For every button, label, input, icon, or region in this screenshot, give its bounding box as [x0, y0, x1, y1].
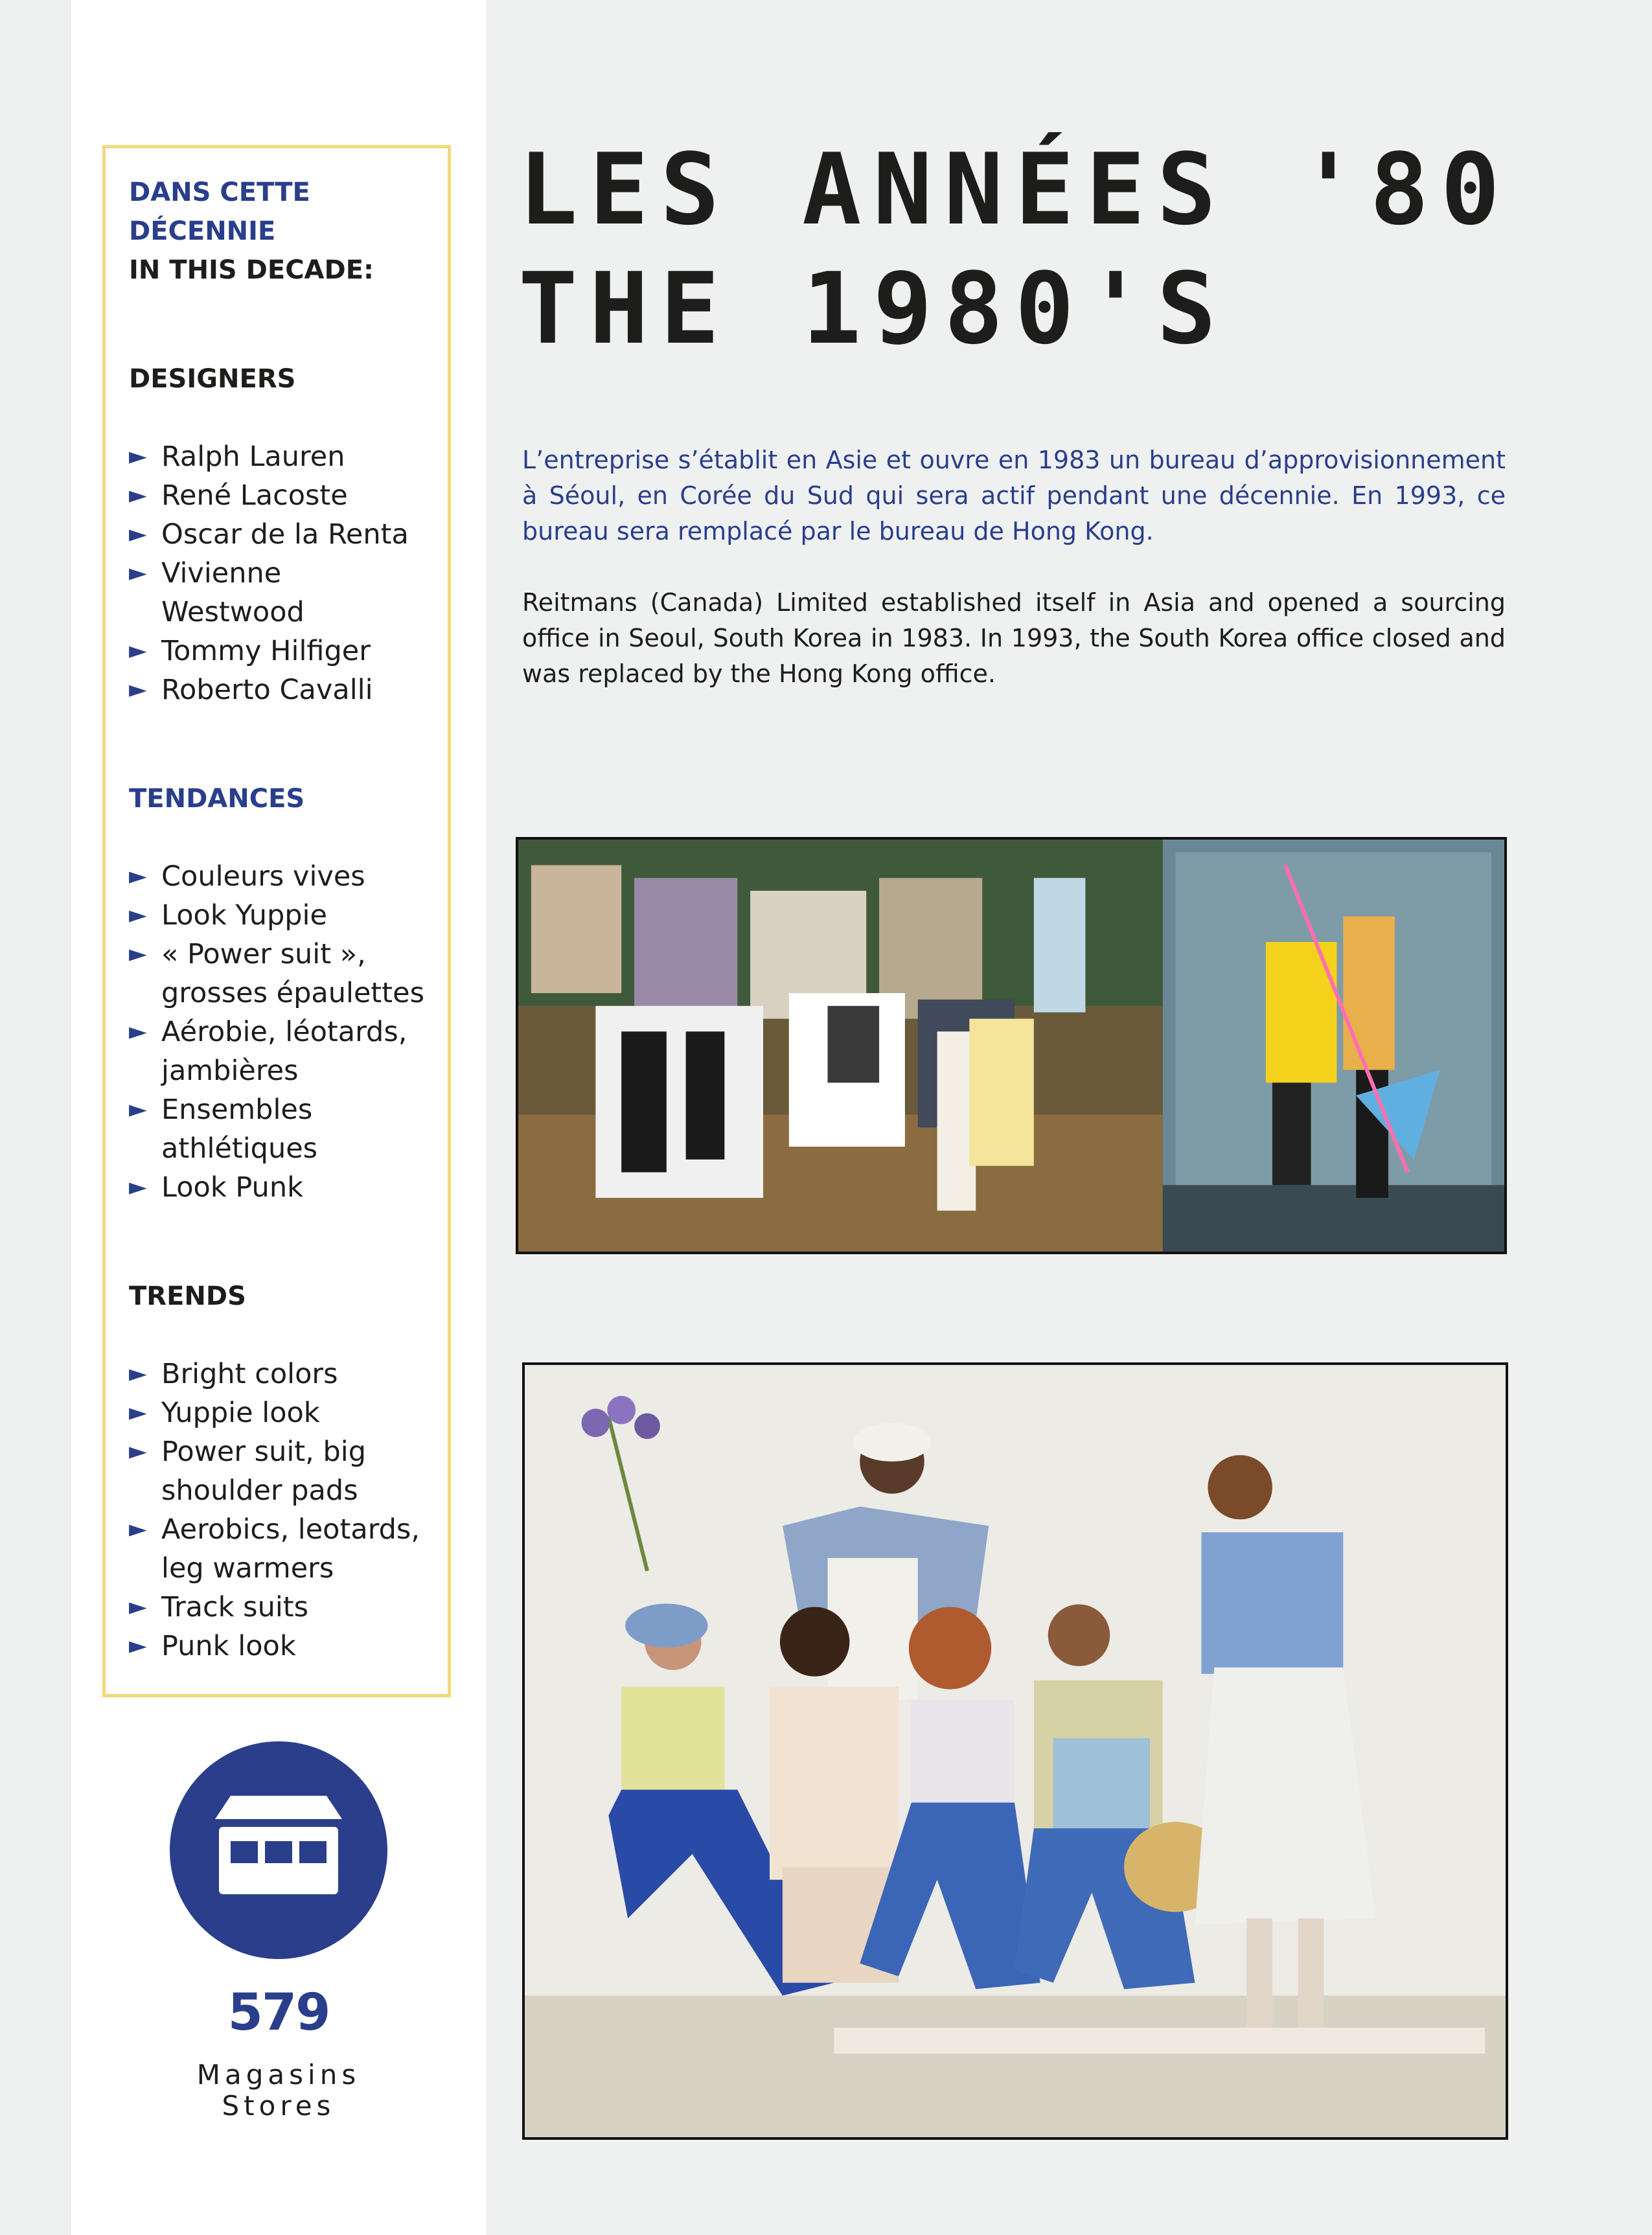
list-item: ► Bright colors [129, 1355, 428, 1393]
decade-info-box [102, 145, 451, 1697]
trends-list [129, 1355, 428, 1666]
paragraph-en: Reitmans (Canada) Limited established itself in Asia and opened a sourcing office in Seoul, South Korea in 1983. In 1993, the South Korea office closed and was replaced by the Hong Kong office. [522, 588, 1506, 688]
bullet-arrow-icon: ► [129, 482, 147, 509]
trends-heading: TRENDS [129, 1281, 246, 1311]
bullet-arrow-icon: ► [129, 1438, 147, 1465]
box-title-fr: DANS CETTE DÉCENNIE [129, 178, 310, 246]
store-label-en: Stores [222, 2090, 336, 2122]
list-item: ► Aerobics, leotards, leg warmers [129, 1510, 428, 1588]
store-photo-illustration [518, 840, 1504, 1252]
list-item: ► Aérobie, léotards, jambières [129, 1013, 428, 1090]
group-photo-illustration [525, 1365, 1506, 2137]
box-title-en: IN THIS DECADE: [129, 255, 374, 285]
designers-list [129, 437, 428, 709]
bullet-arrow-icon: ► [129, 902, 147, 928]
list-item: ► Look Punk [129, 1168, 428, 1207]
bullet-arrow-icon: ► [129, 1360, 147, 1387]
paragraph-fr: L’entreprise s’établit en Asie et ouvre en 1983 un bureau d’approvisionnement à Séoul, en Corée du Sud qui sera actif pendant une décennie. En 1993, ce bureau sera remplacé par le bureau de Hong Kong. [522, 446, 1506, 545]
store-count: 579 [227, 1984, 330, 2042]
list-item: ► René Lacoste [129, 476, 428, 515]
tendances-list [129, 857, 428, 1207]
list-item: ► Ralph Lauren [129, 437, 428, 476]
bullet-arrow-icon: ► [129, 1174, 147, 1200]
tendances-heading: TENDANCES [129, 784, 305, 814]
list-item: ► Ensembles athlétiques [129, 1090, 428, 1168]
bullet-arrow-icon: ► [129, 1096, 147, 1123]
bullet-arrow-icon: ► [129, 1516, 147, 1542]
list-item: ► Track suits [129, 1588, 428, 1627]
bullet-arrow-icon: ► [129, 863, 147, 889]
store-label-fr: Magasins [196, 2059, 361, 2091]
bullet-arrow-icon: ► [129, 637, 147, 664]
store-icon [212, 1791, 345, 1898]
page-title-en: THE 1980'S [518, 251, 1228, 366]
list-item: ► Look Yuppie [129, 896, 428, 935]
list-item: ► Couleurs vives [129, 857, 428, 896]
list-item: ► Power suit, big shoulder pads [129, 1432, 428, 1510]
store-badge [170, 1741, 387, 1959]
group-fashion-photo [522, 1362, 1508, 2140]
list-item: ► Tommy Hilfiger [129, 632, 428, 670]
page-title-fr: LES ANNÉES '80 [518, 132, 1512, 247]
store-interior-photo [516, 837, 1507, 1254]
bullet-arrow-icon: ► [129, 443, 147, 470]
bullet-arrow-icon: ► [129, 941, 147, 967]
bullet-arrow-icon: ► [129, 1399, 147, 1426]
list-item: ► Punk look [129, 1627, 428, 1666]
list-item: ► Oscar de la Renta [129, 515, 428, 554]
bullet-arrow-icon: ► [129, 1633, 147, 1659]
designers-heading: DESIGNERS [129, 364, 296, 394]
bullet-arrow-icon: ► [129, 676, 147, 703]
bullet-arrow-icon: ► [129, 521, 147, 547]
list-item: ► « Power suit », grosses épaulettes [129, 935, 428, 1013]
list-item: ► Vivienne Westwood [129, 554, 428, 632]
list-item: ► Yuppie look [129, 1393, 428, 1432]
bullet-arrow-icon: ► [129, 560, 147, 586]
bullet-arrow-icon: ► [129, 1594, 147, 1620]
bullet-arrow-icon: ► [129, 1018, 147, 1045]
list-item: ► Roberto Cavalli [129, 670, 428, 709]
